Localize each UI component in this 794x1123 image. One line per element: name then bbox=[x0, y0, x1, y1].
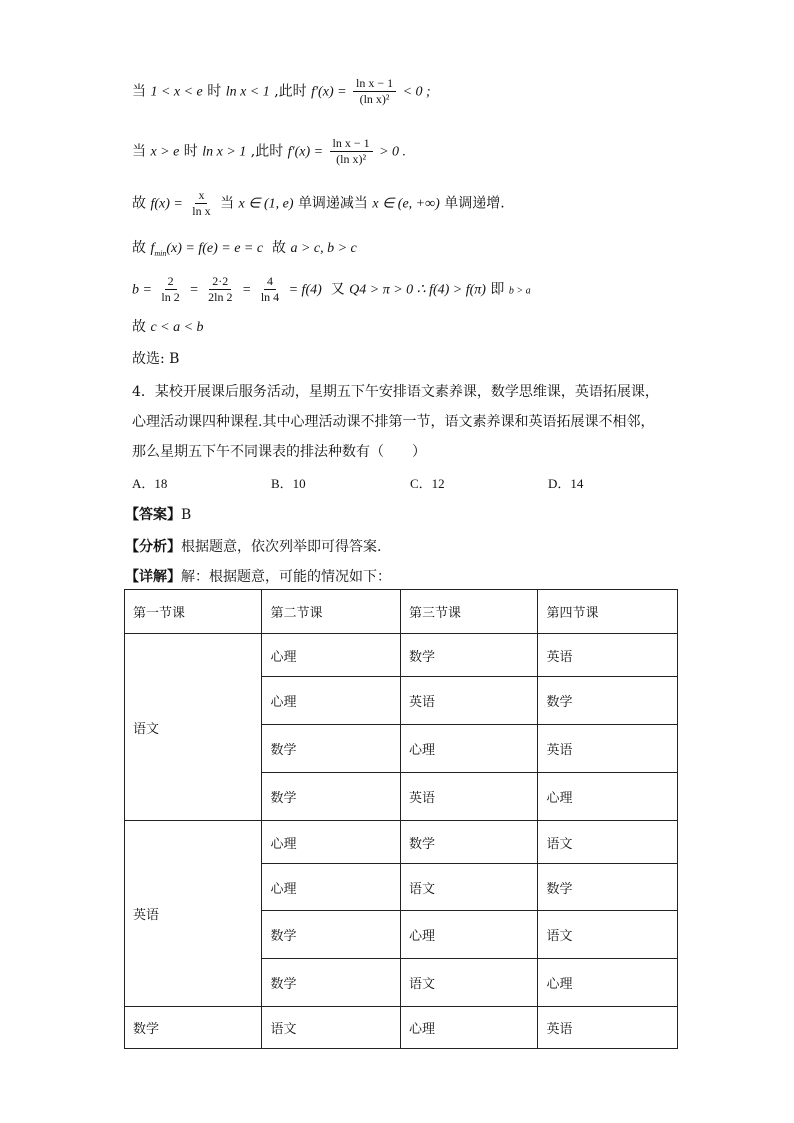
math: f(x) = bbox=[150, 196, 183, 212]
table-row bbox=[125, 634, 678, 677]
math: Q4 > π > 0 ∴ f(4) > f(π) bbox=[349, 282, 486, 298]
text: ,此时 bbox=[274, 83, 307, 100]
math: c < a < b bbox=[150, 320, 204, 335]
text: 故 bbox=[132, 240, 146, 256]
table-cell: 心理 bbox=[262, 821, 401, 864]
table-cell: 心理 bbox=[262, 634, 401, 677]
math: x ∈ (1, e) bbox=[238, 196, 294, 212]
fraction: $\frac{2\cdot 2}{2\ln 2}$ bbox=[208, 274, 233, 304]
table-cell: 心理 bbox=[538, 773, 678, 821]
table-cell-first: 数学 bbox=[125, 1007, 262, 1049]
math: f′(x) = bbox=[311, 84, 347, 100]
table-cell: 英语 bbox=[400, 677, 537, 725]
table-cell: 数学 bbox=[262, 911, 401, 959]
table-cell-first: 英语 bbox=[125, 821, 262, 1007]
text: 故 bbox=[272, 240, 286, 256]
table-cell: 数学 bbox=[262, 773, 401, 821]
table-cell: 语文 bbox=[400, 959, 537, 1007]
detail-line bbox=[125, 566, 391, 586]
text: 故 bbox=[132, 195, 146, 212]
table-cell: 英语 bbox=[538, 1007, 678, 1049]
question-4-line-3 bbox=[132, 441, 426, 461]
text: 故选: B bbox=[132, 351, 180, 367]
math: a > c, b > c bbox=[290, 241, 357, 256]
text-line-2 bbox=[132, 136, 406, 167]
math: = bbox=[189, 282, 199, 298]
table-cell: 数学 bbox=[538, 677, 678, 725]
table-cell: 数学 bbox=[538, 864, 678, 911]
answer-value: B bbox=[181, 507, 192, 523]
analysis-tag: 【分析】 bbox=[125, 539, 181, 555]
text: 当 bbox=[132, 83, 146, 100]
table-cell: 语文 bbox=[262, 1007, 401, 1049]
text-line-5 bbox=[132, 274, 531, 305]
analysis-text: 根据题意，依次列举即可得答案. bbox=[181, 539, 382, 555]
table-cell: 数学 bbox=[262, 725, 401, 773]
table-cell: 语文 bbox=[538, 821, 678, 864]
table-cell: 数学 bbox=[400, 634, 537, 677]
math: f bbox=[150, 241, 155, 256]
text-line-4 bbox=[132, 237, 357, 258]
fraction: $\frac{4}{\ln 4}$ bbox=[260, 274, 280, 304]
text: 又 bbox=[330, 281, 345, 298]
math: > 0 . bbox=[379, 144, 407, 160]
table-cell: 英语 bbox=[538, 634, 678, 677]
math: x > e bbox=[150, 144, 180, 160]
math: ln x < 1 bbox=[225, 84, 270, 100]
schedule-table bbox=[124, 589, 678, 1049]
table-cell: 心理 bbox=[262, 677, 401, 725]
text: 那么星期五下午不同课表的排法种数有（ ） bbox=[132, 444, 426, 460]
table-header-row bbox=[125, 590, 678, 634]
option-a: A．18 bbox=[132, 476, 168, 491]
math: b = bbox=[132, 282, 152, 298]
math: = f(4) bbox=[288, 282, 322, 298]
table-header: 第四节课 bbox=[538, 590, 678, 634]
table-cell: 心理 bbox=[400, 1007, 537, 1049]
option-c: C．12 bbox=[410, 476, 445, 491]
math: 1 < x < e bbox=[150, 84, 203, 100]
detail-tag: 【详解】 bbox=[125, 569, 181, 585]
text: 时 bbox=[183, 143, 198, 160]
math: (x) = f(e) = e = c bbox=[166, 241, 264, 256]
text: 故 bbox=[132, 319, 146, 335]
text: 当 bbox=[132, 143, 146, 160]
question-4-line-1 bbox=[132, 381, 659, 401]
table-cell: 语文 bbox=[538, 911, 678, 959]
subscript: min bbox=[154, 248, 167, 258]
question-4-line-2 bbox=[132, 411, 654, 431]
table-cell: 数学 bbox=[400, 821, 537, 864]
table-cell: 心理 bbox=[538, 959, 678, 1007]
table-cell: 心理 bbox=[400, 911, 537, 959]
table-header: 第一节课 bbox=[125, 590, 262, 634]
table-cell: 心理 bbox=[262, 864, 401, 911]
answer-line bbox=[125, 504, 191, 524]
text: 单调递减当 bbox=[297, 195, 368, 212]
table-header: 第三节课 bbox=[400, 590, 537, 634]
table-cell: 英语 bbox=[400, 773, 537, 821]
table-cell: 英语 bbox=[538, 725, 678, 773]
table-cell: 数学 bbox=[262, 959, 401, 1007]
math: x ∈ (e, +∞) bbox=[372, 196, 440, 212]
table-row bbox=[125, 1007, 678, 1049]
text: 即 bbox=[490, 281, 505, 298]
fraction: $\frac{\text{ln x − 1}}{\text{(ln x)²}}$ bbox=[330, 136, 373, 167]
detail-text: 解：根据题意，可能的情况如下： bbox=[181, 569, 391, 585]
fraction: $\frac{2}{\ln 2}$ bbox=[161, 274, 180, 304]
text: 时 bbox=[207, 83, 222, 100]
text: 4．某校开展课后服务活动，星期五下午安排语文素养课，数学思维课，英语拓展课， bbox=[132, 384, 659, 400]
text: ,此时 bbox=[250, 143, 284, 160]
text-line-3 bbox=[132, 188, 505, 219]
analysis-line bbox=[125, 536, 381, 556]
text-line-6 bbox=[132, 316, 204, 336]
option-b: B．10 bbox=[271, 476, 306, 491]
math: b > a bbox=[508, 285, 531, 297]
fraction: $\frac{\text{ln x − 1}}{\text{(ln x)²}}$ bbox=[353, 76, 396, 107]
text: 当 bbox=[220, 195, 235, 212]
option-d: D．14 bbox=[548, 476, 584, 491]
text-line-7 bbox=[132, 348, 179, 368]
answer-tag: 【答案】 bbox=[125, 507, 181, 523]
table-cell: 心理 bbox=[400, 725, 537, 773]
math: f′(x) = bbox=[287, 144, 324, 160]
text: 心理活动课四种课程.其中心理活动课不排第一节，语文素养课和英语拓展课不相邻， bbox=[132, 414, 655, 430]
text: 单调递增. bbox=[444, 195, 505, 212]
fraction: $\frac{x}{\text{ln x}}$ bbox=[192, 188, 211, 218]
math: ln x > 1 bbox=[202, 144, 247, 160]
table-header: 第二节课 bbox=[262, 590, 401, 634]
table-cell: 语文 bbox=[400, 864, 537, 911]
math: = bbox=[241, 282, 252, 298]
table-cell-first: 语文 bbox=[125, 634, 262, 821]
table-row bbox=[125, 821, 678, 864]
text-line-1 bbox=[132, 76, 431, 107]
math: < 0 ; bbox=[402, 84, 431, 100]
